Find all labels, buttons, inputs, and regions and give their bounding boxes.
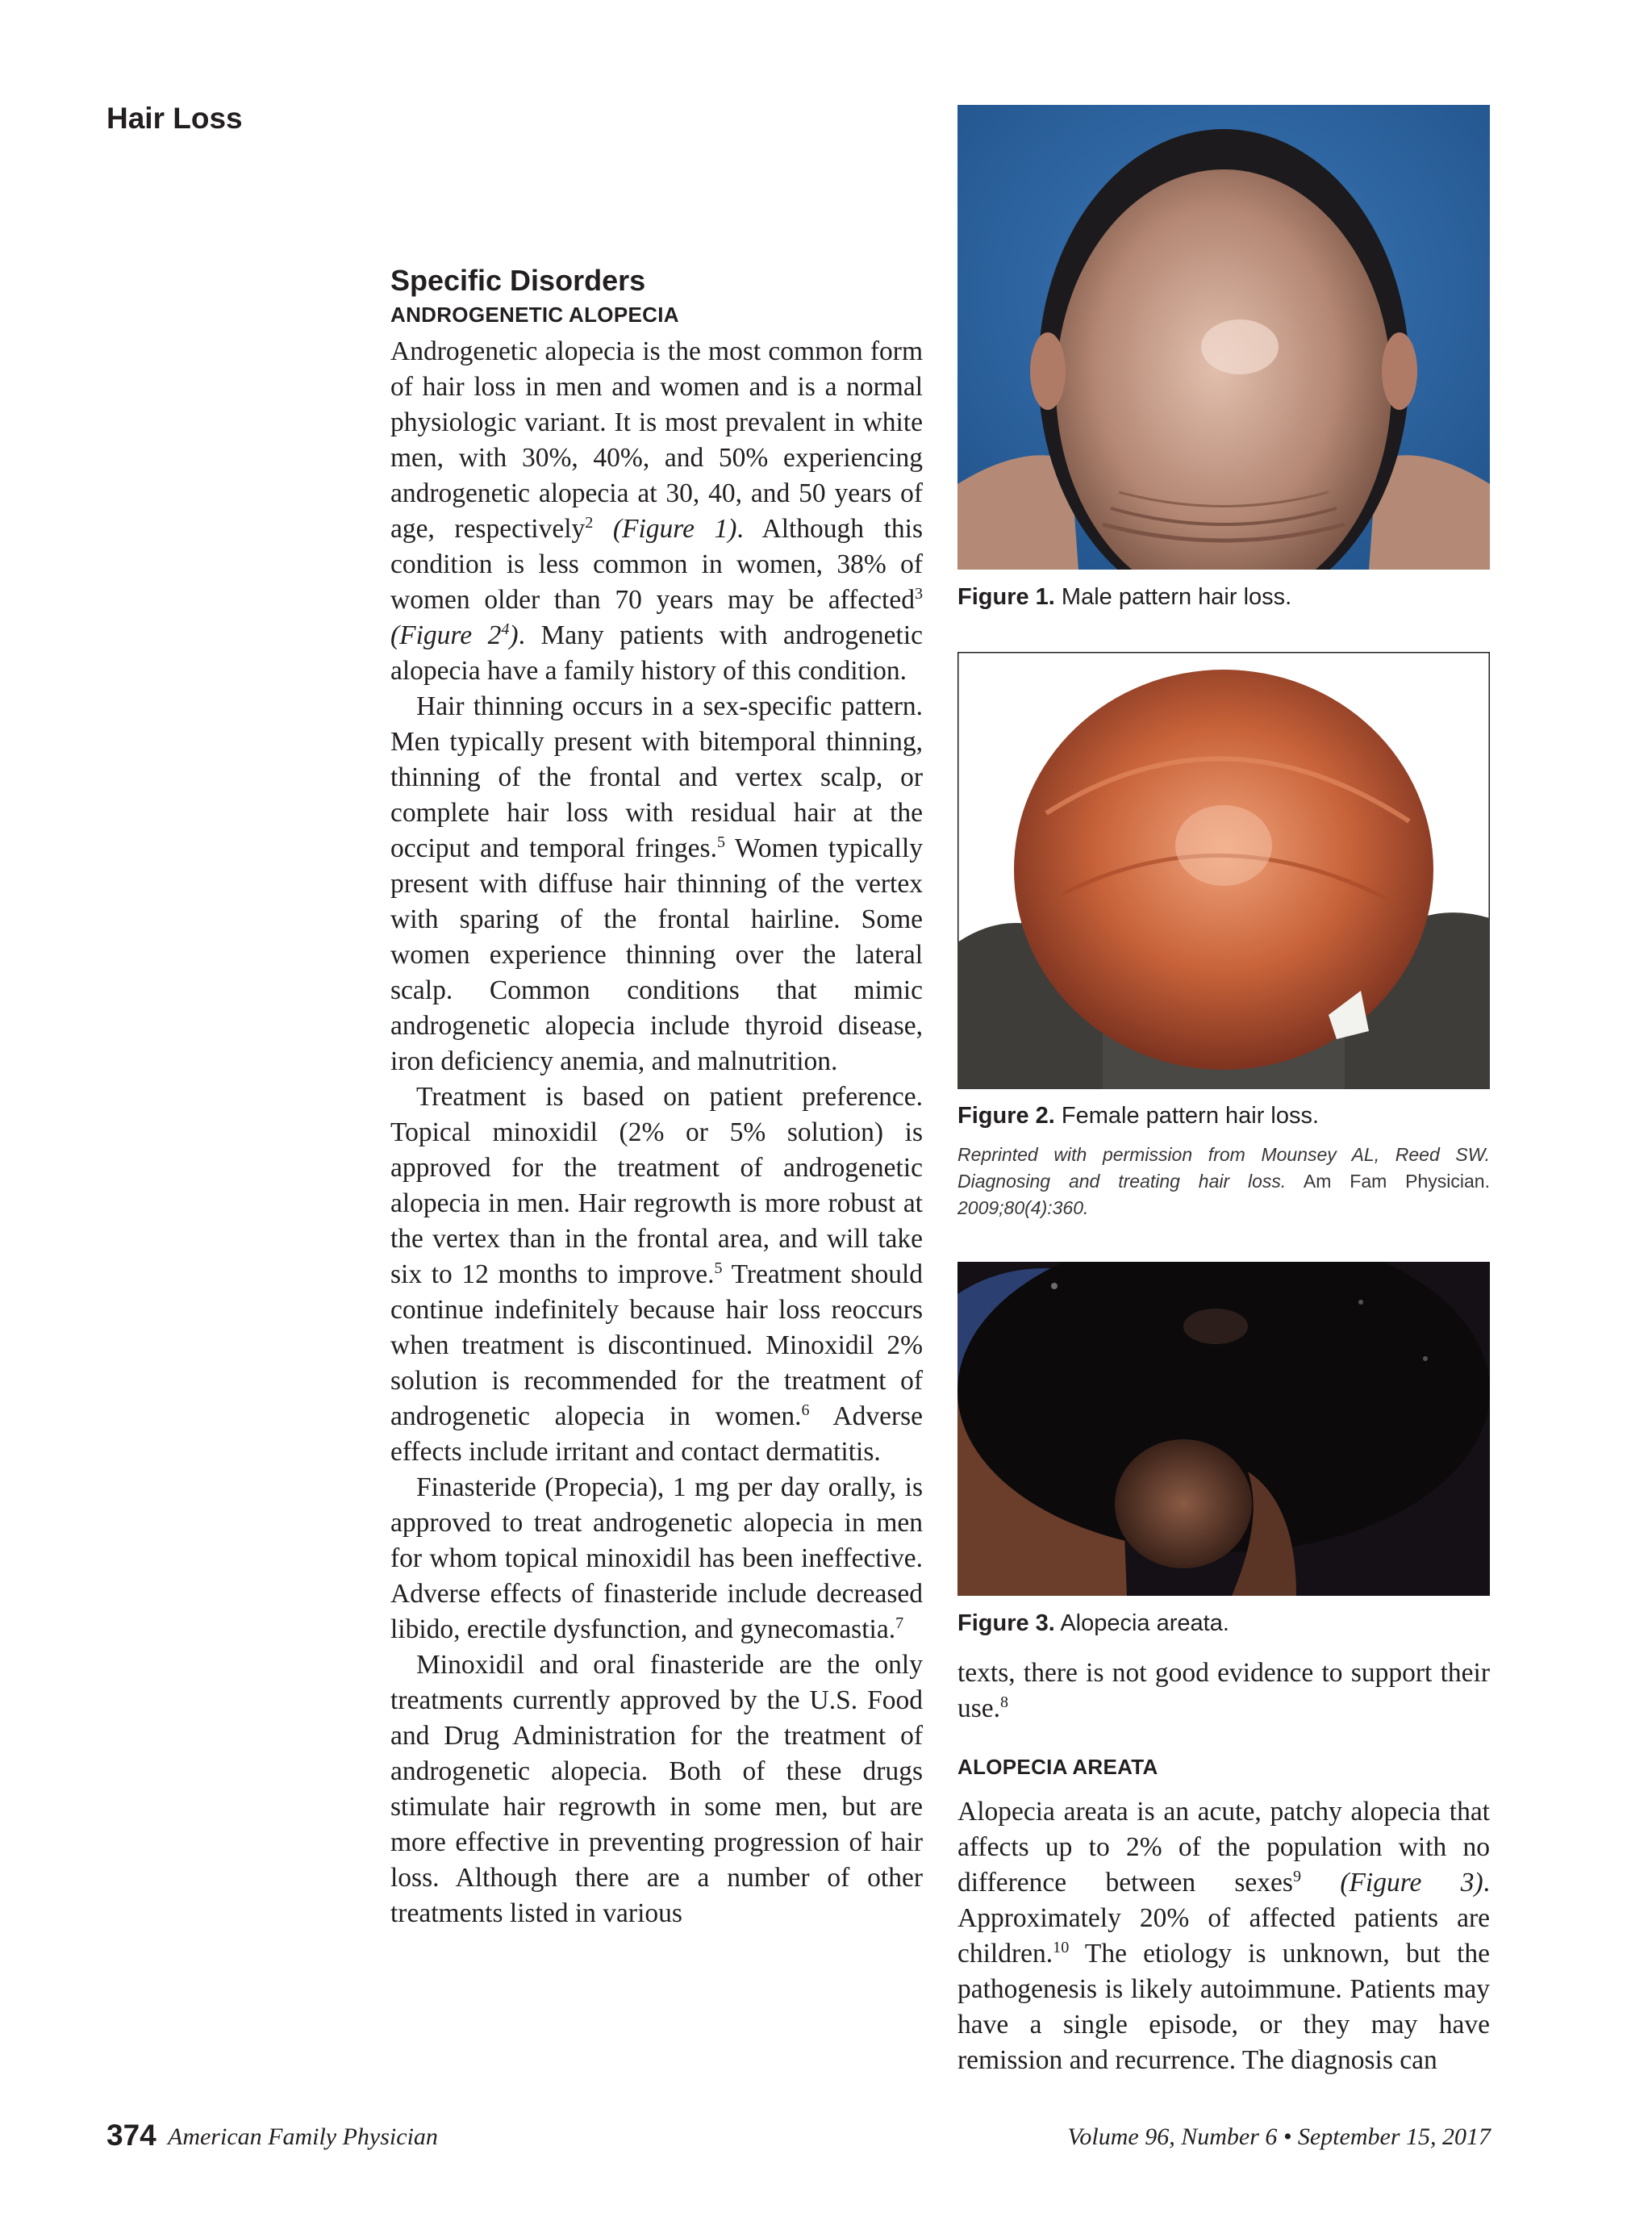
paragraph: texts, there is not good evidence to support their use.$^8$ bbox=[957, 1658, 1490, 1723]
figure-ref: (Figure 1) bbox=[612, 514, 737, 544]
figure-1-caption: Figure 1. Male pattern hair loss. bbox=[957, 584, 1292, 610]
paragraph: Androgenetic alopecia is the most common form of hair loss in men and women and is a normal physiologic variant. It is most prevalent in white men, with 30%, 40%, and 50% experiencing androgenetic alopecia at 30, 40, and 50 years of age, respectively$^2$ (Figure 1). Although this condition is less common in women, 38% of women older than 70 years may be affected$^3$ (Figure $2^4$). Many patients with androgenetic alopecia have a family history of this condition. bbox=[390, 336, 924, 686]
figure-ref: (Figure 3) bbox=[1301, 1868, 1483, 1898]
paragraph: Finasteride (Propecia), 1 mg per day orally, is approved to treat androgenetic alopecia in men for whom topical minoxidil has been ineffective. Adverse effects of finasteride include decreased libido, erectile dysfunction, and gynecomastia.$^7$ bbox=[390, 1472, 923, 1644]
subhead-androgenetic: ANDROGENETIC ALOPECIA bbox=[390, 303, 679, 327]
right-column bbox=[957, 1656, 1490, 2078]
section-title: Specific Disorders bbox=[390, 264, 646, 297]
issue-info: Volume 96, Number 6 • September 15, 2017 bbox=[1067, 2123, 1491, 2150]
figure-1-image bbox=[957, 105, 1490, 570]
paragraph: Treatment is based on patient preference. Topical minoxidil (2% or 5% solution) is approved for the treatment of androgenetic alopecia in men. Hair regrowth is more robust at the vertex than in the frontal area, and will take six to 12 months to improve.$^5$ Treatment should continue indefinitely because hair loss reoccurs when treatment is discontinued. Minoxidil 2% solution is recommended for the treatment of androgenetic alopecia in women.$^6$ Adverse effects include irritant and contact dermatitis. bbox=[390, 1082, 924, 1467]
paragraph: Hair thinning occurs in a sex-specific pattern. Men typically present with bitemporal thinning, thinning of the frontal and vertex scalp, or complete hair loss with residual hair at the occiput and temporal fringes.$^5$ Women typically present with diffuse hair thinning of the vertex with sparing of the frontal hairline. Some women experience thinning over the lateral scalp. Common conditions that mimic androgenetic alopecia include thyroid disease, iron deficiency anemia, and malnutrition. bbox=[390, 691, 924, 1076]
figure-3-image bbox=[957, 1262, 1490, 1596]
paragraph: Alopecia areata is an acute, patchy alopecia that affects up to 2% of the population with no difference between sexes$^9$ (Figure 3). Approximately 20% of affected patients are children.$^{10}$ The etiology is unknown, but the pathogenesis is likely autoimmune. Patients may have a single episode, or they may have remission and recurrence. The diagnosis can bbox=[957, 1797, 1490, 2075]
figure-3-caption: Figure 3. Alopecia areata. bbox=[957, 1610, 1229, 1636]
subhead-areata: ALOPECIA AREATA bbox=[957, 1755, 1158, 1779]
figure-2-credit: Reprinted with permission from Mounsey AL, Reed SW. Diagnosing and treating hair loss. Am Fam Physician. 2009;80(4):360. bbox=[957, 1144, 1490, 1218]
paragraph: Minoxidil and oral finasteride are the only treatments currently approved by the U.S. Food and Drug Administration for the treatment of androgenetic alopecia. Both of these drugs stimulate hair regrowth in some men, but are more effective in preventing progression of hair loss. Although there are a number of other treatments listed in various bbox=[390, 1650, 923, 1928]
running-head: Hair Loss bbox=[106, 102, 243, 135]
page-number: 374 bbox=[106, 2119, 156, 2152]
figure-2-image bbox=[957, 652, 1490, 1089]
page-footer bbox=[106, 2119, 1491, 2159]
journal-name: American Family Physician bbox=[168, 2123, 438, 2150]
left-column bbox=[390, 263, 923, 1931]
figure-2-caption: Figure 2. Female pattern hair loss. bbox=[957, 1103, 1320, 1129]
figure-ref: (Figure 2 bbox=[390, 620, 502, 650]
